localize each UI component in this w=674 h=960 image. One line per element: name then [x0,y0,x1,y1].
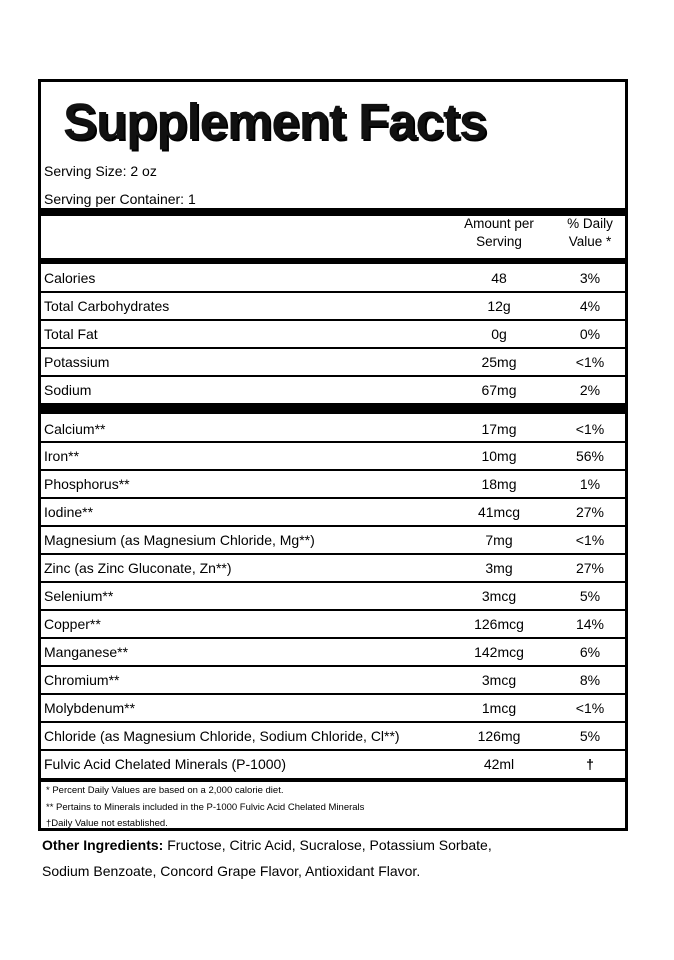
nutrient-row-calories: Calories 48 3% [44,270,601,286]
nutrient-row-iron: Iron** 10mg 56% [41,441,625,467]
footnote-not-established: †Daily Value not established. [46,818,168,829]
thick-divider-header [41,258,625,264]
amount-per-serving-header: Amount per Serving [464,216,534,249]
nutrient-row-chromium: Chromium** 3mcg 8% [41,665,625,691]
nutrient-row-sodium: Sodium 67mg 2% [41,375,625,401]
nutrient-row-phosphorus: Phosphorus** 18mg 1% [41,469,625,495]
servings-per-container: Serving per Container: 1 [44,191,196,207]
nutrient-row-chloride: Chloride (as Magnesium Chloride, Sodium Chloride, Cl**) 126mg 5% [41,721,625,747]
serving-size: Serving Size: 2 oz [44,163,157,179]
nutrient-row-potassium: Potassium 25mg <1% [41,347,625,373]
nutrient-row-copper: Copper** 126mcg 14% [41,609,625,635]
nutrient-row-iodine: Iodine** 41mcg 27% [41,497,625,523]
nutrient-row-zinc: Zinc (as Zinc Gluconate, Zn**) 3mg 27% [41,553,625,579]
nutrient-row-total-carbohydrates: Total Carbohydrates 12g 4% [41,291,625,317]
footnote-daily-values: * Percent Daily Values are based on a 2,000 calorie diet. [46,785,284,796]
thick-divider-footnotes [41,778,625,782]
other-ingredients-line-1: Other Ingredients: Fructose, Citric Acid, Sucralose, Potassium Sorbate, [42,837,492,853]
nutrient-row-manganese: Manganese** 142mcg 6% [41,637,625,663]
other-ingredients-label: Other Ingredients: [42,837,164,853]
nutrient-row-fulvic-acid: Fulvic Acid Chelated Minerals (P-1000) 42ml † [41,749,625,779]
nutrient-row-calcium: Calcium** 17mg <1% [44,421,605,437]
nutrient-row-total-fat: Total Fat 0g 0% [41,319,625,345]
nutrient-row-magnesium: Magnesium (as Magnesium Chloride, Mg**) 7mg <1% [41,525,625,551]
thick-divider-minerals [41,403,625,414]
other-ingredients-line-2: Sodium Benzoate, Concord Grape Flavor, Antioxidant Flavor. [42,863,421,879]
footnote-minerals: ** Pertains to Minerals included in the P-1000 Fulvic Acid Chelated Minerals [46,802,365,813]
nutrient-row-selenium: Selenium** 3mcg 5% [41,581,625,607]
supplement-facts-panel [38,79,628,831]
nutrient-row-molybdenum: Molybdenum** 1mcg <1% [41,693,625,719]
panel-title: Supplement Facts [63,93,487,150]
daily-value-header: % Daily Value * [567,216,613,249]
